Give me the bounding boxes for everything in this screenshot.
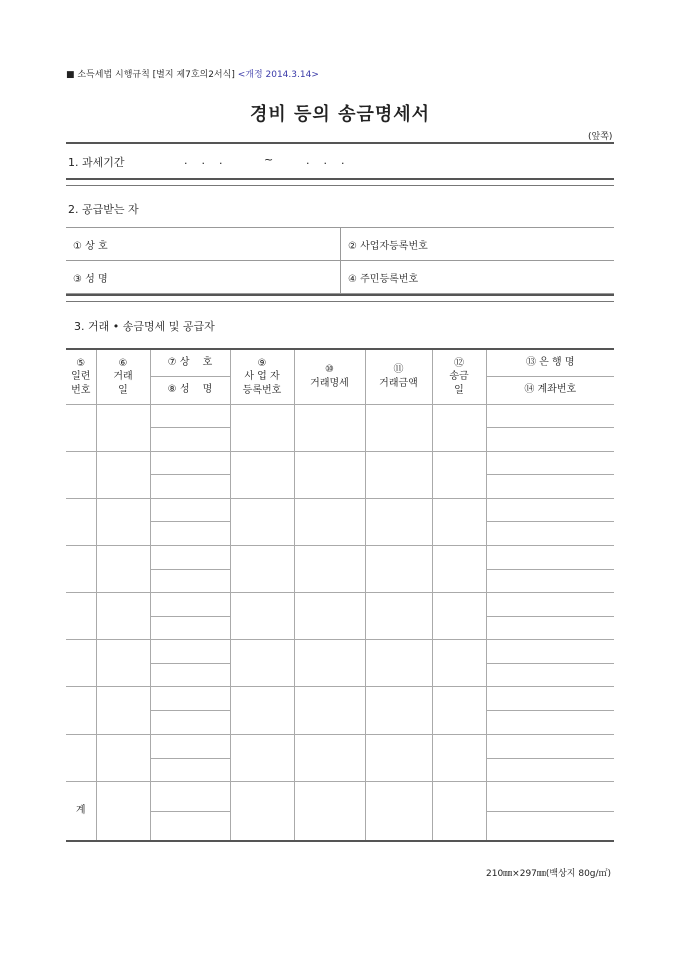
bizno-cell[interactable]: [230, 592, 294, 639]
paper-spec: 210㎜×297㎜(백상지 80g/㎡): [486, 869, 612, 879]
desc-cell[interactable]: [294, 639, 365, 686]
company-cell[interactable]: [150, 734, 230, 758]
date-cell[interactable]: [96, 734, 150, 781]
total-row: [66, 781, 614, 811]
company-cell[interactable]: [150, 404, 230, 427]
bizno-text-1: 사 업 자: [244, 371, 280, 382]
serial-cell[interactable]: [66, 404, 96, 451]
send-date-cell[interactable]: [432, 592, 486, 639]
section3-label: 3. 거래 • 송금명세 및 공급자: [74, 320, 215, 333]
send-num: ⑫: [454, 357, 464, 369]
send-date-cell[interactable]: [432, 639, 486, 686]
amount-cell[interactable]: [365, 592, 432, 639]
bank-cell[interactable]: [486, 404, 614, 427]
table-row: [66, 404, 614, 427]
table-row: [66, 498, 614, 521]
desc-cell[interactable]: [294, 404, 365, 451]
send-date-cell[interactable]: [432, 404, 486, 451]
send-date-cell[interactable]: [432, 498, 486, 545]
serial-cell[interactable]: [66, 545, 96, 592]
resident-no-field[interactable]: [341, 261, 615, 294]
serial-num: ⑤: [76, 357, 86, 369]
amount-text: 거래금액: [379, 377, 418, 389]
send-date-cell[interactable]: [432, 781, 486, 841]
date-cell[interactable]: [96, 686, 150, 734]
account-cell[interactable]: [486, 616, 614, 639]
amount-num: ⑪: [393, 364, 404, 376]
bizno-cell[interactable]: [230, 545, 294, 592]
bank-cell[interactable]: [486, 781, 614, 811]
amount-cell[interactable]: [365, 639, 432, 686]
bank-cell[interactable]: [486, 734, 614, 758]
serial-cell[interactable]: [66, 734, 96, 781]
table-row: [66, 451, 614, 474]
form-title: 경비 등의 송금명세서: [249, 104, 431, 125]
send-date-cell[interactable]: [432, 545, 486, 592]
revision-date: <개정 2014.3.14>: [237, 70, 319, 80]
period-to[interactable]: . . .: [306, 154, 345, 167]
serial-cell[interactable]: [66, 592, 96, 639]
serial-cell[interactable]: [66, 686, 96, 734]
amount-cell[interactable]: [365, 498, 432, 545]
company-cell[interactable]: [150, 498, 230, 521]
send-date-cell[interactable]: [432, 734, 486, 781]
serial-cell[interactable]: [66, 639, 96, 686]
desc-cell[interactable]: [294, 451, 365, 498]
date-cell[interactable]: [96, 592, 150, 639]
company-cell[interactable]: [150, 545, 230, 569]
section1-label: 1. 과세기간: [68, 156, 125, 169]
table-row: [66, 639, 614, 663]
bizno-cell[interactable]: [230, 686, 294, 734]
account-cell[interactable]: [486, 811, 614, 841]
divider-sec2-a: [66, 294, 614, 296]
company-cell[interactable]: [150, 686, 230, 710]
account-cell[interactable]: [486, 474, 614, 498]
desc-cell[interactable]: [294, 592, 365, 639]
bizno-cell[interactable]: [230, 451, 294, 498]
divider-top: [66, 142, 614, 144]
date-cell[interactable]: [96, 545, 150, 592]
resident-no-label: ④ 주민등록번호: [348, 273, 419, 285]
name-cell[interactable]: [150, 811, 230, 841]
name-cell[interactable]: [150, 474, 230, 498]
send-date-cell[interactable]: [432, 451, 486, 498]
account-cell[interactable]: [486, 427, 614, 451]
table-row: [66, 545, 614, 569]
table-row: [66, 686, 614, 710]
date-cell[interactable]: [96, 451, 150, 498]
bank-cell[interactable]: [486, 639, 614, 663]
account-cell[interactable]: [486, 663, 614, 686]
col-name-header: ⑧ 성 명: [150, 376, 230, 404]
name-cell[interactable]: [150, 616, 230, 639]
name-cell[interactable]: [150, 663, 230, 686]
company-field[interactable]: [66, 228, 341, 261]
date-cell[interactable]: [96, 498, 150, 545]
desc-cell[interactable]: [294, 781, 365, 841]
desc-cell[interactable]: [294, 545, 365, 592]
desc-num: ⑩: [325, 364, 334, 376]
company-cell[interactable]: [150, 592, 230, 616]
serial-cell[interactable]: [66, 498, 96, 545]
bizno-cell[interactable]: [230, 781, 294, 841]
name-cell[interactable]: [150, 521, 230, 545]
bizno-num: ⑨: [257, 357, 267, 369]
date-text: 거래 일: [113, 371, 133, 396]
bank-cell[interactable]: [486, 545, 614, 569]
law-reference: [66, 67, 319, 80]
send-text: 송금 일: [449, 371, 469, 396]
amount-cell[interactable]: [365, 781, 432, 841]
bizno-cell[interactable]: [230, 639, 294, 686]
serial-cell[interactable]: [66, 451, 96, 498]
section2-label: 2. 공급받는 자: [68, 203, 139, 216]
bizno-cell[interactable]: [230, 734, 294, 781]
period-tilde: ~: [264, 153, 274, 166]
desc-cell[interactable]: [294, 498, 365, 545]
period-from[interactable]: . . .: [184, 154, 223, 167]
amount-cell[interactable]: [365, 545, 432, 592]
account-cell[interactable]: [486, 569, 614, 592]
name-cell[interactable]: [150, 758, 230, 781]
name-field[interactable]: [66, 261, 341, 294]
col-amount-header: [365, 349, 432, 404]
recipient-row-1: [66, 228, 614, 261]
name-label: ③ 성 명: [73, 273, 108, 285]
divider-sec1-a: [66, 178, 614, 180]
account-cell[interactable]: [486, 521, 614, 545]
col-bank-header: ⑬ 은 행 명: [486, 349, 614, 376]
total-label-cell: 계: [66, 781, 96, 841]
company-cell[interactable]: [150, 639, 230, 663]
amount-cell[interactable]: [365, 734, 432, 781]
transaction-table: [66, 348, 614, 842]
company-cell[interactable]: [150, 781, 230, 811]
biz-no-field[interactable]: [341, 228, 615, 261]
date-cell[interactable]: [96, 781, 150, 841]
bizno-text-2: 등록번호: [242, 384, 282, 396]
desc-text: 거래명세: [310, 377, 349, 389]
amount-cell[interactable]: [365, 686, 432, 734]
divider-sec2-b: [66, 301, 614, 302]
table-row: [66, 592, 614, 616]
date-num: ⑥: [118, 357, 128, 369]
bank-cell[interactable]: [486, 686, 614, 710]
bank-cell[interactable]: [486, 498, 614, 521]
bizno-cell[interactable]: [230, 404, 294, 451]
company-cell[interactable]: [150, 451, 230, 474]
recipient-row-2: [66, 261, 614, 294]
account-cell[interactable]: [486, 758, 614, 781]
send-date-cell[interactable]: [432, 686, 486, 734]
col-company-header: ⑦ 상 호: [150, 349, 230, 376]
amount-cell[interactable]: [365, 451, 432, 498]
serial-text: 일련 번호: [71, 371, 91, 396]
name-cell[interactable]: [150, 427, 230, 451]
bank-cell[interactable]: [486, 592, 614, 616]
desc-cell[interactable]: [294, 734, 365, 781]
col-desc-header: [294, 349, 365, 404]
table-row: [66, 734, 614, 758]
account-cell[interactable]: [486, 710, 614, 734]
page-side-label: (앞쪽): [588, 132, 613, 142]
date-cell[interactable]: [96, 639, 150, 686]
bank-cell[interactable]: [486, 451, 614, 474]
header-row-1: [66, 349, 614, 376]
col-account-header: ⑭ 계좌번호: [486, 376, 614, 404]
divider-sec1-b: [66, 185, 614, 186]
col-date-header: [96, 349, 150, 404]
biz-no-label: ② 사업자등록번호: [348, 240, 428, 252]
col-bizno-header: [230, 349, 294, 404]
desc-cell[interactable]: [294, 686, 365, 734]
amount-cell[interactable]: [365, 404, 432, 451]
bizno-cell[interactable]: [230, 498, 294, 545]
company-label: ① 상 호: [73, 240, 108, 252]
col-send-header: [432, 349, 486, 404]
name-cell[interactable]: [150, 710, 230, 734]
date-cell[interactable]: [96, 404, 150, 451]
recipient-table: [66, 227, 614, 294]
col-serial-header: [66, 349, 96, 404]
law-ref-text: ■ 소득세법 시행규칙 [별지 제7호의2서식]: [66, 70, 235, 80]
name-cell[interactable]: [150, 569, 230, 592]
